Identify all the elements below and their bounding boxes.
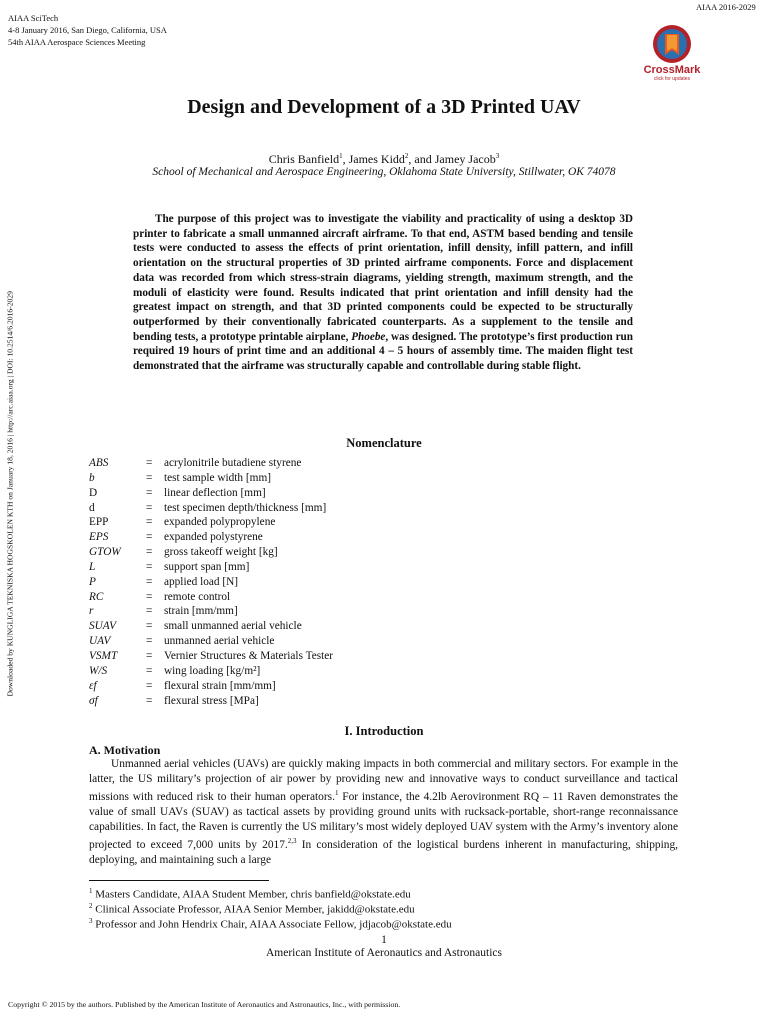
nomenclature-row [89,515,333,530]
section-heading: I. Introduction [344,724,424,738]
nomenclature-definition: support span [mm] [164,560,250,573]
nomenclature-definition: Vernier Structures & Materials Tester [164,649,334,662]
footnote-1-num: 1 [89,887,93,895]
nomenclature-definition: remote control [164,590,231,603]
nomenclature-symbol: b [89,471,95,484]
nomenclature-definition: linear deflection [mm] [164,486,266,499]
nomenclature-row [89,694,333,709]
nomenclature-equals: = [146,575,153,588]
nomenclature-definition: expanded polypropylene [164,516,276,529]
nomenclature-row [89,486,333,501]
nomenclature-equals: = [146,486,153,499]
nomenclature-row [89,530,333,545]
intro-sup-1: 1 [334,789,339,798]
nomenclature-symbol: RC [89,590,104,603]
page-number: 1 [381,934,387,946]
download-sidebar: Downloaded by KUNGLIGA TEKNISKA HOGSKOLEN KTH on January 18, 2016 | http://arc.aiaa.org | DOI: 10.2514/6.2016-2029 [5,291,15,697]
conference-meeting: 54th AIAA Aerospace Sciences Meeting [8,37,146,47]
nomenclature-row [89,619,333,634]
author-sep-2: , and [408,152,435,166]
nomenclature-symbol: W/S [89,664,108,677]
nomenclature-equals: = [146,501,153,514]
author-list [0,152,768,167]
nomenclature-symbol: VSMT [89,649,118,662]
author-1: Chris Banfield [268,152,340,166]
nomenclature-equals: = [146,694,153,707]
nomenclature-definition: test specimen depth/thickness [mm] [164,501,327,514]
nomenclature-row [89,545,333,560]
nomenclature-definition: expanded polystyrene [164,531,263,544]
intro-sup-2: 2,3 [287,837,297,846]
nomenclature-symbol: GTOW [89,546,121,559]
nomenclature-equals: = [146,457,153,469]
nomenclature-symbol: L [89,560,96,573]
abstract-part-2: , was designed. The prototype’s first production run required 19 hours of print time and an additional 4 – 5 hours of assembly time. The maiden flight test demonstrated that the airframe was structurally capable and controllable during stable flight. [133,330,633,373]
nomenclature-row [89,501,333,516]
nomenclature-definition: flexural strain [mm/mm] [164,679,276,692]
nomenclature-row [89,649,333,664]
nomenclature-symbol: r [89,605,94,618]
nomenclature-definition: test sample width [mm] [164,471,271,484]
nomenclature-equals: = [146,471,153,484]
nomenclature-symbol: ABS [89,457,109,469]
nomenclature-symbol: EPP [89,516,109,529]
footnote-3-num: 3 [89,917,93,925]
nomenclature-row [89,456,333,471]
nomenclature-symbol: D [89,486,98,499]
nomenclature-row [89,590,333,605]
affiliation: School of Mechanical and Aerospace Engineering, Oklahoma State University, Stillwater, OK 74078 [152,166,616,178]
nomenclature-row [89,604,333,619]
abstract-italic: Phoebe [351,330,386,343]
intro-text-1: Unmanned aerial vehicles (UAVs) are quickly making impacts in both commercial and military sectors. For example in the latter, the US military’s projection of air power by providing new and innovative ways to conduct surveillance and tactical missions with reduced risk to their human operators. [89,758,678,804]
intro-paragraph [89,757,678,868]
footnote-divider [89,880,269,881]
nomenclature-equals: = [146,590,153,603]
abstract [133,212,633,374]
footer-organization: American Institute of Aeronautics and Astronautics [265,947,502,959]
paper-id: AIAA 2016-2029 [696,2,756,12]
nomenclature-row [89,575,333,590]
abstract-part-1: The purpose of this project was to investigate the viability and practicality of using a desktop 3D printer to fabricate a small unmanned aircraft airframe. To that end, ASTM based bending and tensile tests were conducted to assess the effects of print orientation, infill density, infill pattern, and infill orientation on the structural properties of 3D printed airframe components. Force and displacement data was recorded from which stress-strain diagrams, yielding strength, maximum strength, and the moduli of elasticity were found. Results indicated that print orientation and infill density had the greatest impact on strength, and that 3D printed components could be expected to be structurally outperformed by their conventionally fabricated counterparts. As a supplement to the tensile and bending tests, a prototype printable airplane, [133,213,633,343]
footnote-3-text: Professor and John Hendrix Chair, AIAA Associate Fellow, jdjacob@okstate.edu [92,918,452,931]
nomenclature-equals: = [146,531,153,544]
nomenclature-row [89,664,333,679]
crossmark-icon [640,22,704,68]
nomenclature-symbol: P [89,575,96,588]
nomenclature-symbol: UAV [89,635,111,648]
author-2: James Kidd [348,152,405,166]
nomenclature-definition: unmanned aerial vehicle [164,635,275,648]
author-2-sup: 2 [404,152,409,160]
subsection-heading: A. Motivation [89,743,161,757]
nomenclature-equals: = [146,560,153,573]
nomenclature-equals: = [146,635,153,648]
crossmark-sub: click for updates [653,76,691,82]
conference-info [8,12,167,48]
paper-title: Design and Development of a 3D Printed UAV [187,96,581,118]
nomenclature-equals: = [146,679,153,692]
nomenclature-heading: Nomenclature [346,436,422,450]
footnote-3 [89,914,452,932]
nomenclature-definition: acrylonitrile butadiene styrene [164,457,302,469]
nomenclature-row [89,471,333,486]
nomenclature-definition: small unmanned aerial vehicle [164,620,302,633]
nomenclature-row [89,560,333,575]
nomenclature-definition: wing loading [kg/m²] [164,664,261,677]
nomenclature-equals: = [146,620,153,633]
author-3: Jamey Jacob [434,152,496,166]
nomenclature-equals: = [146,649,153,662]
nomenclature-definition: gross takeoff weight [kg] [164,546,278,559]
nomenclature-symbol: EPS [89,531,109,544]
nomenclature-row [89,679,333,694]
intro-text-3: In consideration of the logistical burdens inherent in manufacturing, shipping, deploying, and maintaining such a large [89,839,678,866]
crossmark-label[interactable]: CrossMark [643,64,701,76]
footnote-2-num: 2 [89,902,93,910]
nomenclature-equals: = [146,546,153,559]
nomenclature-symbol: SUAV [89,620,117,633]
nomenclature-definition: strain [mm/mm] [164,605,238,618]
nomenclature-equals: = [146,664,153,677]
nomenclature-definition: flexural stress [MPa] [164,694,259,707]
author-sep-1: , [342,152,349,166]
footnote-1-text: Masters Candidate, AIAA Student Member, chris banfield@okstate.edu [92,888,411,901]
author-1-sup: 1 [339,152,343,160]
nomenclature-table [89,456,333,708]
intro-text-2: For instance, the 4.2lb Aerovironment RQ – 11 Raven demonstrates the value of small UAVs (SUAV) as tactical assets by providing ground units with rucksack-portable, short-range reconnaissance capabilities. In fact, the Raven is currently the US military’s most widely deployed UAV system with the Army’s inventory alone projected to exceed 7,000 units by 2017. [89,791,678,852]
copyright-notice: Copyright © 2015 by the authors. Published by the American Institute of Aeronautics and Astronautics, Inc., with permission. [8,1000,401,1009]
conference-name: AIAA SciTech [8,13,59,23]
footnote-2-text: Clinical Associate Professor, AIAA Senior Member, jakidd@okstate.edu [92,903,415,916]
nomenclature-definition: applied load [N] [164,575,239,588]
nomenclature-equals: = [146,516,153,529]
author-3-sup: 3 [495,152,500,160]
nomenclature-row [89,634,333,649]
nomenclature-symbol: εf [89,679,97,692]
nomenclature-symbol: σf [89,694,98,707]
conference-dates: 4-8 January 2016, San Diego, California, USA [8,25,167,35]
nomenclature-equals: = [146,605,153,618]
nomenclature-symbol: d [89,501,95,514]
